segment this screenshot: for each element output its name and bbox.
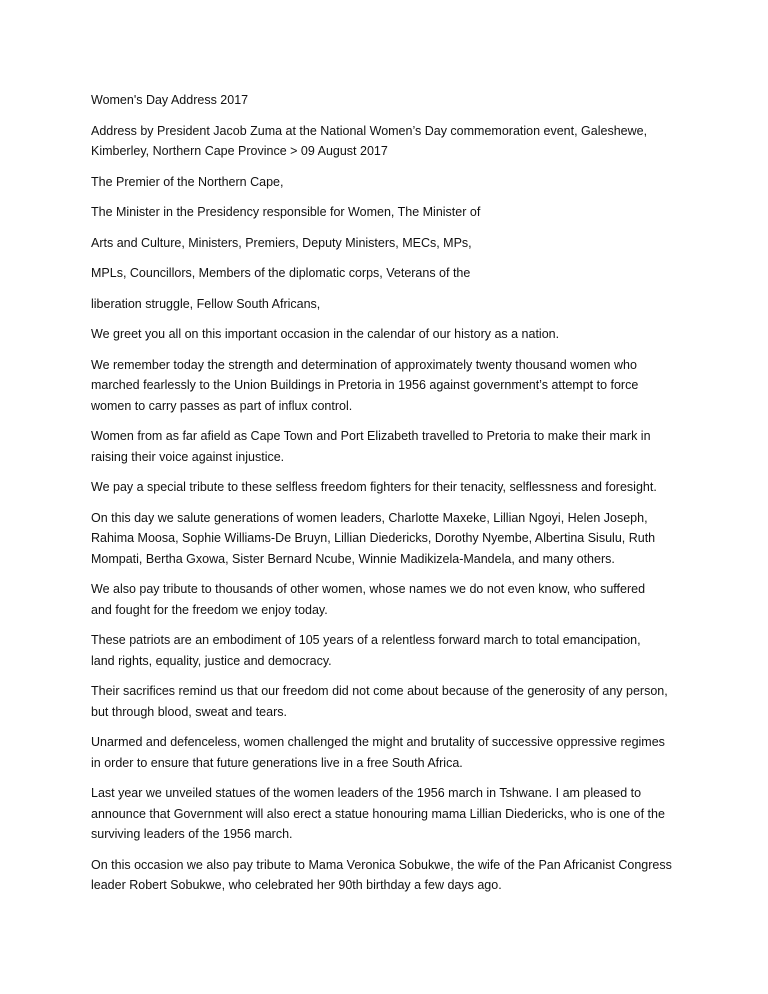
paragraph bbox=[91, 294, 691, 315]
paragraph-line: raising their voice against injustice. bbox=[91, 449, 285, 464]
paragraph-line: land rights, equality, justice and democracy. bbox=[91, 653, 332, 668]
paragraph-line: MPLs, Councillors, Members of the diplomatic corps, Veterans of the bbox=[91, 266, 471, 280]
paragraph-line: women to carry passes as part of influx control. bbox=[91, 398, 353, 413]
paragraph-line: We greet you all on this important occasion in the calendar of our history as a nation. bbox=[91, 327, 560, 341]
paragraph-line: marched fearlessly to the Union Buildings in Pretoria in 1956 against government’s attempt to force bbox=[91, 378, 639, 392]
paragraph bbox=[91, 233, 691, 254]
paragraph-line: leader Robert Sobukwe, who celebrated her 90th birthday a few days ago. bbox=[91, 878, 502, 892]
paragraph-line: Address by President Jacob Zuma at the National Women’s Day commemoration event, Galeshewe, bbox=[91, 123, 648, 138]
paragraph-line: Their sacrifices remind us that our freedom did not come about because of the generosity of any person, bbox=[91, 684, 668, 698]
paragraph-line: The Premier of the Northern Cape, bbox=[91, 174, 284, 189]
document-title bbox=[91, 90, 691, 111]
paragraph-line: The Minister in the Presidency responsible for Women, The Minister of bbox=[91, 205, 481, 219]
paragraph-line: surviving leaders of the 1956 march. bbox=[91, 827, 293, 841]
paragraph-line: Rahima Moosa, Sophie Williams-De Bruyn, Lillian Diedericks, Dorothy Nyembe, Albertina Sisulu, Ruth bbox=[91, 531, 656, 545]
paragraph-line: On this day we salute generations of women leaders, Charlotte Maxeke, Lillian Ngoyi, Helen Joseph, bbox=[91, 510, 648, 525]
paragraph-line: liberation struggle, Fellow South Africans, bbox=[91, 296, 321, 311]
paragraph bbox=[91, 324, 691, 345]
paragraph bbox=[91, 263, 691, 284]
paragraph bbox=[91, 579, 691, 620]
paragraph-line: in order to ensure that future generations live in a free South Africa. bbox=[91, 755, 463, 770]
paragraph-line: and fought for the freedom we enjoy today. bbox=[91, 602, 328, 617]
paragraph bbox=[91, 202, 691, 223]
paragraph bbox=[91, 783, 691, 845]
paragraph-line: announce that Government will also erect a statue honouring mama Lillian Diedericks, who is one of the bbox=[91, 806, 665, 821]
paragraph-line: We also pay tribute to thousands of other women, whose names we do not even know, who suffered bbox=[91, 582, 646, 596]
paragraph bbox=[91, 630, 691, 671]
paragraph-line: These patriots are an embodiment of 105 years of a relentless forward march to total emancipation, bbox=[91, 633, 641, 647]
paragraph-line: Last year we unveiled statues of the women leaders of the 1956 march in Tshwane. I am pleased to bbox=[91, 786, 642, 800]
paragraph bbox=[91, 681, 691, 722]
paragraph bbox=[91, 732, 691, 773]
paragraph-line: Mompati, Bertha Gxowa, Sister Bernard Ncube, Winnie Madikizela-Mandela, and many others. bbox=[91, 551, 615, 566]
paragraph-line: We pay a special tribute to these selfless freedom fighters for their tenacity, selflessness and foresight. bbox=[91, 480, 657, 494]
paragraph-line: but through blood, sweat and tears. bbox=[91, 704, 287, 719]
paragraph-line: Women from as far afield as Cape Town and Port Elizabeth travelled to Pretoria to make their mark in bbox=[91, 429, 651, 443]
paragraph-line: Kimberley, Northern Cape Province > 09 August 2017 bbox=[91, 144, 388, 158]
paragraph bbox=[91, 121, 691, 162]
paragraph-line: On this occasion we also pay tribute to Mama Veronica Sobukwe, the wife of the Pan Africanist Congress bbox=[91, 857, 672, 872]
paragraph-line: We remember today the strength and determination of approximately twenty thousand women who bbox=[91, 357, 637, 372]
paragraph-line: Unarmed and defenceless, women challenged the might and brutality of successive oppressive regimes bbox=[91, 735, 665, 749]
document-body bbox=[91, 90, 691, 906]
paragraph-line: Women's Day Address 2017 bbox=[91, 93, 249, 107]
paragraph-line: Arts and Culture, Ministers, Premiers, Deputy Ministers, MECs, MPs, bbox=[91, 235, 472, 250]
paragraph bbox=[91, 477, 691, 498]
paragraph bbox=[91, 855, 691, 896]
paragraph bbox=[91, 426, 691, 467]
paragraph bbox=[91, 172, 691, 193]
paragraph bbox=[91, 355, 691, 417]
paragraph bbox=[91, 508, 691, 570]
